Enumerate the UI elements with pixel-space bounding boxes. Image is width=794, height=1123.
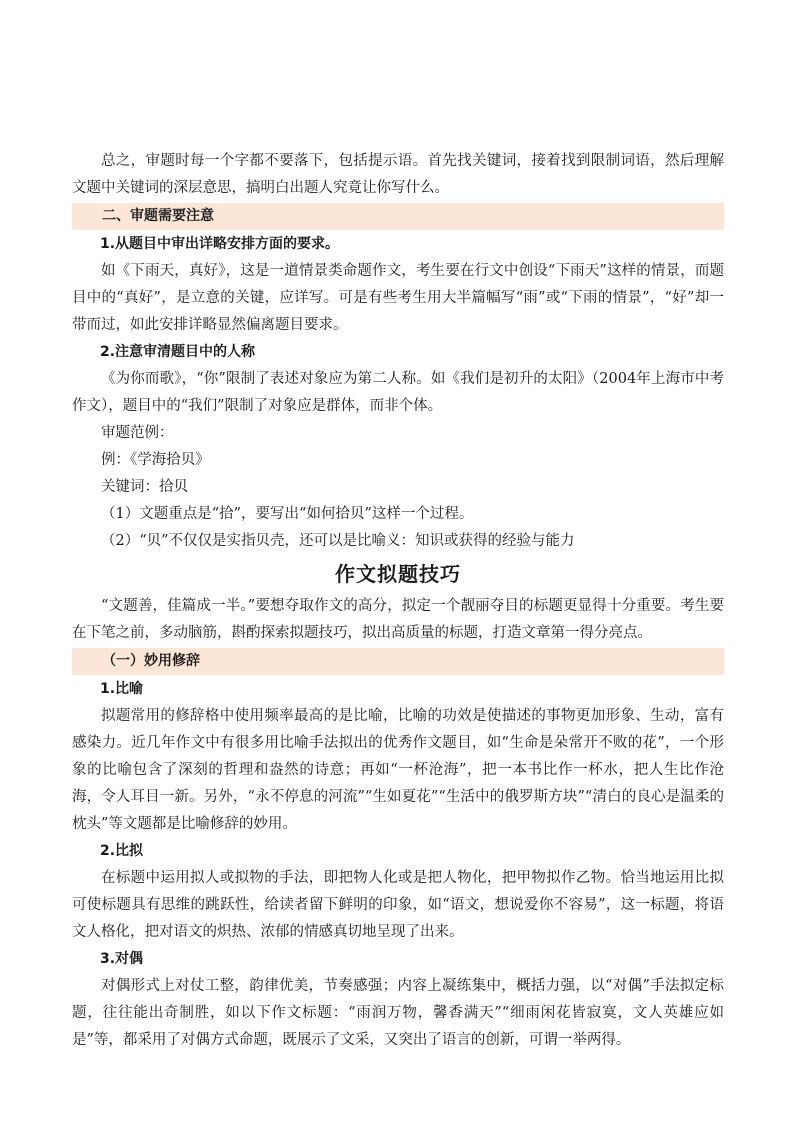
paragraph-person: 《为你而歌》，“你”限制了表述对象应为第二人称。如《我们是初升的太阳》（2004年上海市中考作文），题目中的“我们”限制了对象应是群体，而非个体。 (72, 371, 724, 414)
example-label: 审题范例： (101, 425, 174, 441)
subheading-metaphor: 1.比喻 (100, 681, 144, 697)
paragraph-antithesis: 对偶形式上对仗工整，韵律优美，节奏感强；内容上凝练集中，概括力强，以“对偶”手法拟定标题，往往能出奇制胜，如以下作文标题：“雨润万物，馨香满天”“细雨闲花皆寂寞，文人英雄应如是”等，都采用了对偶方式命题，既展示了文采，又突出了语言的创新，可谓一举两得。 (72, 978, 724, 1048)
subheading-antithesis: 3.对偶 (100, 951, 144, 967)
subheading-person: 2.注意审清题目中的人称 (100, 344, 256, 360)
example-point-2: （2）“贝”不仅仅是实指贝壳，还可以是比喻义：知识或获得的经验与能力 (101, 533, 575, 549)
article-title: 作文拟题技巧 (335, 562, 461, 586)
article-intro: “文题善，佳篇成一半。”要想夺取作文的高分，拟定一个靓丽夺目的标题更显得十分重要。考生要在下笔之前，多动脑筋，斟酌探索拟题技巧，拟出高质量的标题，打造文章第一得分亮点。 (72, 598, 724, 641)
paragraph-metaphor: 拟题常用的修辞格中使用频率最高的是比喻，比喻的功效是使描述的事物更加形象、生动，富有感染力。近几年作文中有很多用比喻手法拟出的优秀作文题目，如“生命是朵常开不败的花”，一个形象的比喻包含了深刻的哲理和盎然的诗意；再如“一杯沧海”，把一本书比作一杯水，把人生比作沧海，令人耳目一新。另外，“永不停息的河流”“生如夏花”“生活中的俄罗斯方块”“清白的良心是温柔的枕头”等文题都是比喻修辞的妙用。 (72, 708, 724, 832)
paragraph-rainy-day: 如《下雨天，真好》，这是一道情景类命题作文，考生要在行文中创设“下雨天”这样的情景，而题目中的“真好”，是立意的关键，应详写。可是有些考生用大半篇幅写“雨”或“下雨的情景”，“好”却一带而过，如此安排详略显然偏离题目要求。 (72, 263, 724, 333)
subheading-detail-arrangement: 1.从题目中审出详略安排方面的要求。 (100, 236, 340, 252)
document-page (72, 148, 724, 1054)
summary-paragraph: 总之，审题时每一个字都不要落下，包括提示语。首先找关键词，接着找到限制词语，然后理解文题中关键词的深层意思，搞明白出题人究竟让你写什么。 (72, 153, 724, 196)
section-heading-rhetoric: （一）妙用修辞 (72, 648, 724, 675)
paragraph-personification: 在标题中运用拟人或拟物的手法，即把物人化或是把人物化，把甲物拟作乙物。恰当地运用比拟可使标题具有思维的跳跃性，给读者留下鲜明的印象，如“语文，想说爱你不容易”，这一标题，将语文人格化，把对语文的炽热、浓郁的情感真切地呈现了出来。 (72, 870, 724, 940)
example-point-1: （1）文题重点是“拾”，要写出“如何拾贝”这样一个过程。 (101, 506, 474, 522)
section-heading-attention: 二、审题需要注意 (72, 203, 724, 230)
subheading-personification: 2.比拟 (100, 843, 144, 859)
example-keyword: 关键词：拾贝 (101, 479, 188, 495)
example-title: 例：《学海拾贝》 (101, 452, 210, 468)
